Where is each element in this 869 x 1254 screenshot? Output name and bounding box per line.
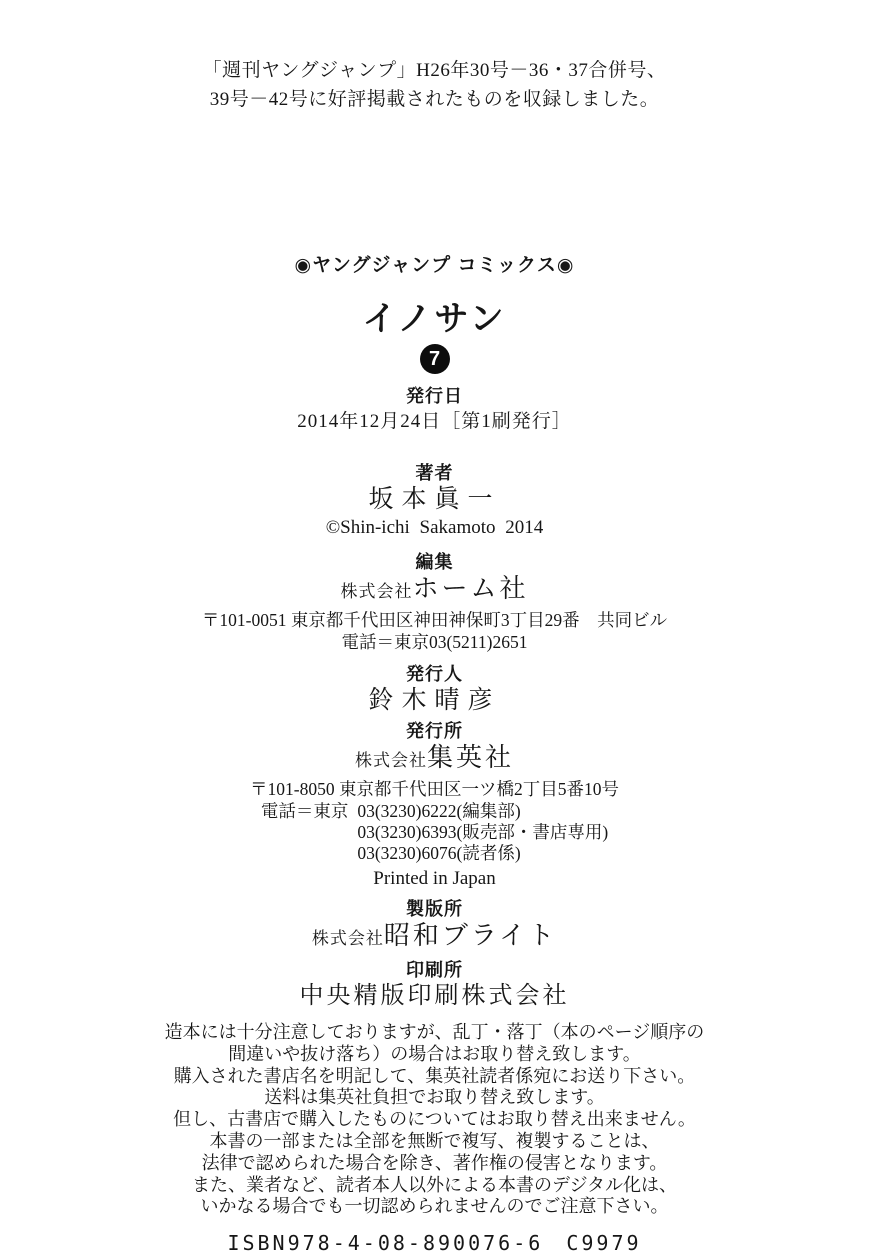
phone-prefix: 電話＝東京 <box>260 801 349 821</box>
isbn-code: ISBN978-4-08-890076-6 C9979 <box>227 1231 642 1254</box>
publisher-company-name: 集英社 <box>426 743 514 772</box>
volume-badge-row <box>0 337 869 374</box>
volume-number-badge: 7 <box>420 344 450 374</box>
printed-in-japan: Printed in Japan <box>373 868 496 889</box>
author-name: 坂本眞一 <box>368 486 501 513</box>
platemaker-company-prefix: 株式会社 <box>311 929 384 948</box>
notice-line: また、業者など、読者本人以外による本書のデジタル化は、 <box>192 1174 677 1195</box>
publisher-address: 〒101-8050 東京都千代田区一ツ橋2丁目5番10号 <box>250 779 619 799</box>
section-label-printer: 印刷所 <box>406 960 463 980</box>
editor-address: 〒101-0051 東京都千代田区神田神保町3丁目29番 共同ビル <box>201 610 668 630</box>
phone-line-sales: 03(3230)6393(販売部・書店専用) <box>357 822 609 842</box>
phone-prefix-spacer <box>261 843 349 864</box>
notice-line: 本書の一部または全部を無断で複写、複製することは、 <box>209 1130 660 1151</box>
issuer-name: 鈴木晴彦 <box>368 687 501 714</box>
section-label-editor: 編集 <box>415 552 454 572</box>
copyright-line: ©Shin-ichi Sakamoto 2014 <box>325 517 544 538</box>
section-label-publication-date: 発行日 <box>406 386 463 406</box>
phone-line-editorial: 03(3230)6222(編集部) <box>357 801 521 821</box>
book-title: イノサン <box>362 300 507 338</box>
notice-line: 造本には十分注意しておりますが、乱丁・落丁（本のページ順序の <box>164 1022 705 1042</box>
phone-prefix-spacer <box>261 822 349 843</box>
publisher-phone-block <box>261 801 608 864</box>
publication-date: 2014年12月24日［第1刷発行］ <box>297 411 572 432</box>
publisher-phone-block-wrap <box>0 800 869 864</box>
editor-company-prefix: 株式会社 <box>340 582 413 601</box>
editor-company-name: ホーム社 <box>412 574 529 603</box>
notice-line: 購入された書店名を明記して、集英社読者係宛にお送り下さい。 <box>173 1065 696 1086</box>
platemaker-company-name: 昭和ブライト <box>383 921 558 950</box>
section-label-author: 著者 <box>415 463 454 483</box>
notice-line: 送料は集英社負担でお取り替え致します。 <box>264 1087 605 1108</box>
notice-line: 但し、古書店で購入したものについてはお取り替え出来ません。 <box>173 1109 696 1130</box>
editor-company <box>0 573 869 608</box>
platemaker-company <box>0 920 869 955</box>
notice-line: 法律で認められた場合を除き、著作権の侵害となります。 <box>201 1152 668 1173</box>
editor-phone: 電話＝東京03(5211)2651 <box>341 632 528 652</box>
phone-line-readers: 03(3230)6076(読者係) <box>357 843 521 863</box>
section-label-publisher: 発行所 <box>406 721 463 741</box>
serialization-note-line: 39号－42号に好評掲載されたものを収録しました。 <box>209 89 660 110</box>
section-label-issuer: 発行人 <box>406 664 463 684</box>
handling-notice <box>0 1022 869 1218</box>
serialization-note <box>0 0 869 114</box>
publisher-company <box>0 742 869 777</box>
imprint-label: ◉ヤングジャンプ コミックス◉ <box>294 255 575 276</box>
publisher-company-prefix: 株式会社 <box>354 751 427 770</box>
notice-line: いかなる場合でも一切認められませんのでご注意下さい。 <box>200 1196 669 1217</box>
notice-line: 間違いや抜け落ち）の場合はお取り替え致します。 <box>228 1043 641 1064</box>
section-label-platemaker: 製版所 <box>406 899 463 919</box>
serialization-note-line: 「週刊ヤングジャンプ」H26年30号－36・37合併号、 <box>202 60 667 81</box>
printer-company-name: 中央精版印刷株式会社 <box>299 983 570 1009</box>
